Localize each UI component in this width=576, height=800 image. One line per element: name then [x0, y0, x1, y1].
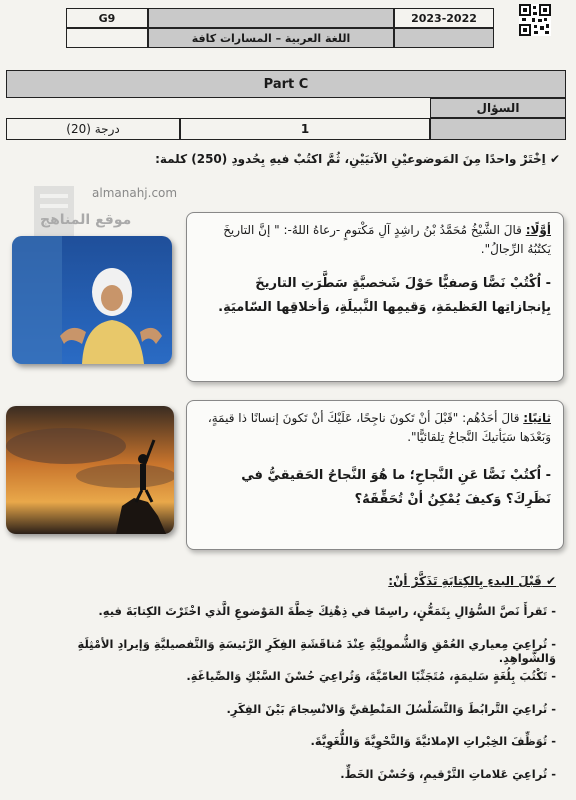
part-c-heading: Part C [6, 70, 566, 98]
watermark-url: almanahj.com [92, 186, 178, 200]
topic2-heading: ثانيًا: [523, 411, 551, 425]
topic2-task-text: اُكتُبْ نَصًّا عَنِ النَّجاحِ؛ ما هُوَ النَّجاحُ الحَقيقيُّ في نَظَرِكَ؟ وَكيفَ يُمْكِنُ أنْ تُحَقِّقَهُ؟ [241, 468, 551, 507]
header-grid-cell [394, 28, 494, 48]
tip-item: - تَقرأَ نَصَّ السُّؤالِ بِتَمَعُّنٍ، راسِمًا في ذِهْنِكَ خِطَّةَ المَوْضوعِ الَّذي اخْتَرْتَ الكِتابَةَ فيهِ. [46, 604, 556, 637]
tip-item: - تُوَظِّفَ الخِبْراتِ الإملائيَّةَ وَالنَّحْوِيَّةَ وَاللُّغَوِيَّةَ. [46, 734, 556, 767]
checkmark-icon: ✔ [541, 574, 556, 588]
tip-item: - تَكْتُبَ بِلُغَةٍ سَليمَةٍ، مُتَجَنِّبًا العامّيَّةَ، وَتُراعِيَ حُسْنَ السَّبْكِ وَالصِّياغَةِ. [46, 669, 556, 702]
tip-item: - تُراعِيَ مِعياري العُمْقِ وَالشُّمولِيَّةِ عِنْدَ مُناقَشَةِ الفِكَرِ الرَّئيسَةِ وَالتَّفصيليَّةِ وَإيرادِ الأمْثِلَةِ وَالشَّواهِدِ. [46, 637, 556, 670]
before-writing-heading-text: قَبْلَ البدءِ بِالكِتابَةِ تَذَكَّرْ أنْ: [388, 574, 542, 588]
subject-cell: اللغة العربية – المسارات كافة [148, 28, 394, 48]
question-number-cell: 1 [180, 118, 430, 140]
topic1-heading: أوَّلًا: [525, 223, 551, 237]
topic2-photo [6, 406, 174, 534]
year-cell: 2023-2022 [394, 8, 494, 28]
topic2-task: - اُكتُبْ نَصًّا عَنِ النَّجاحِ؛ ما هُوَ النَّجاحُ الحَقيقيُّ في نَظَرِكَ؟ وَكيفَ يُمْكِنُ أنْ تُحَقِّقَهُ؟ [241, 468, 551, 507]
tip-item: - تُراعِيَ التَّرابُطَ وَالتَّسَلْسُلَ المَنْطِقيَّ وَالانْسِجامَ بَيْنَ الفِكَرِ. [46, 702, 556, 735]
checkmark-icon: ✔ [545, 152, 560, 166]
topic2-quote [199, 409, 551, 446]
topic1-task: - اُكْتُبْ نَصًّا وَصفيًّا حَوْلَ شَخصيَّةٍ سَطَّرَتِ التاريخَ بِإنجازاتِها العَظيمَةِ، وَقيمِها النَّبيلَةِ، وَأخلاقِها السّاميَةِ. [218, 276, 551, 315]
instruction-text: اِخْتَرْ واحدًا مِنَ المَوضوعيْنِ الآتيَيْنِ، ثُمَّ اكتُبْ فيهِ بِحُدودِ (250) كلمة: [155, 152, 546, 166]
watermark-name: موقع المناهج [40, 212, 132, 228]
header-grid-cell [66, 28, 148, 48]
topic1-task-text: اُكْتُبْ نَصًّا وَصفيًّا حَوْلَ شَخصيَّةٍ سَطَّرَتِ التاريخَ بِإنجازاتِها العَظيمَةِ، وَقيمِها النَّبيلَةِ، وَأخلاقِها السّاميَةِ. [218, 276, 551, 315]
topic1-quote-text: قالَ الشَّيْخُ مُحَمَّدُ بْنُ راشِدٍ آلِ مَكْتومٍ -رعاهُ اللهُ-: " إنَّ التاريخَ يَكتُبُهُ الرِّجالُ". [223, 223, 551, 256]
question-label: السؤال [430, 98, 566, 118]
topic2-quote-text: قالَ أحَدُهُم: "قَبْلَ أنْ تَكونَ ناجِحًا، عَلَيْكَ أنْ تَكونَ إنسانًا ذا قيمَةٍ، وَبَعْدَها سَيَأتيكَ النَّجاحُ تِلقائيًّا". [207, 411, 551, 444]
header-grid-cell [148, 8, 394, 28]
tips-list [46, 604, 556, 799]
tip-item: - تُراعِيَ عَلاماتِ التَّرْقيمِ، وَحُسْنَ الخَطِّ. [46, 767, 556, 800]
topic2-box [186, 400, 564, 550]
topic1-photo [12, 236, 172, 364]
marks-cell: (20) درجة [6, 118, 180, 140]
topic1-quote [199, 221, 551, 258]
question-row [6, 118, 566, 140]
question-blank-cell [430, 118, 566, 140]
topic1-box [186, 212, 564, 382]
qr-code-icon [519, 4, 551, 36]
instruction [140, 152, 560, 166]
before-writing-heading [256, 574, 556, 588]
grade-cell: G9 [66, 8, 148, 28]
